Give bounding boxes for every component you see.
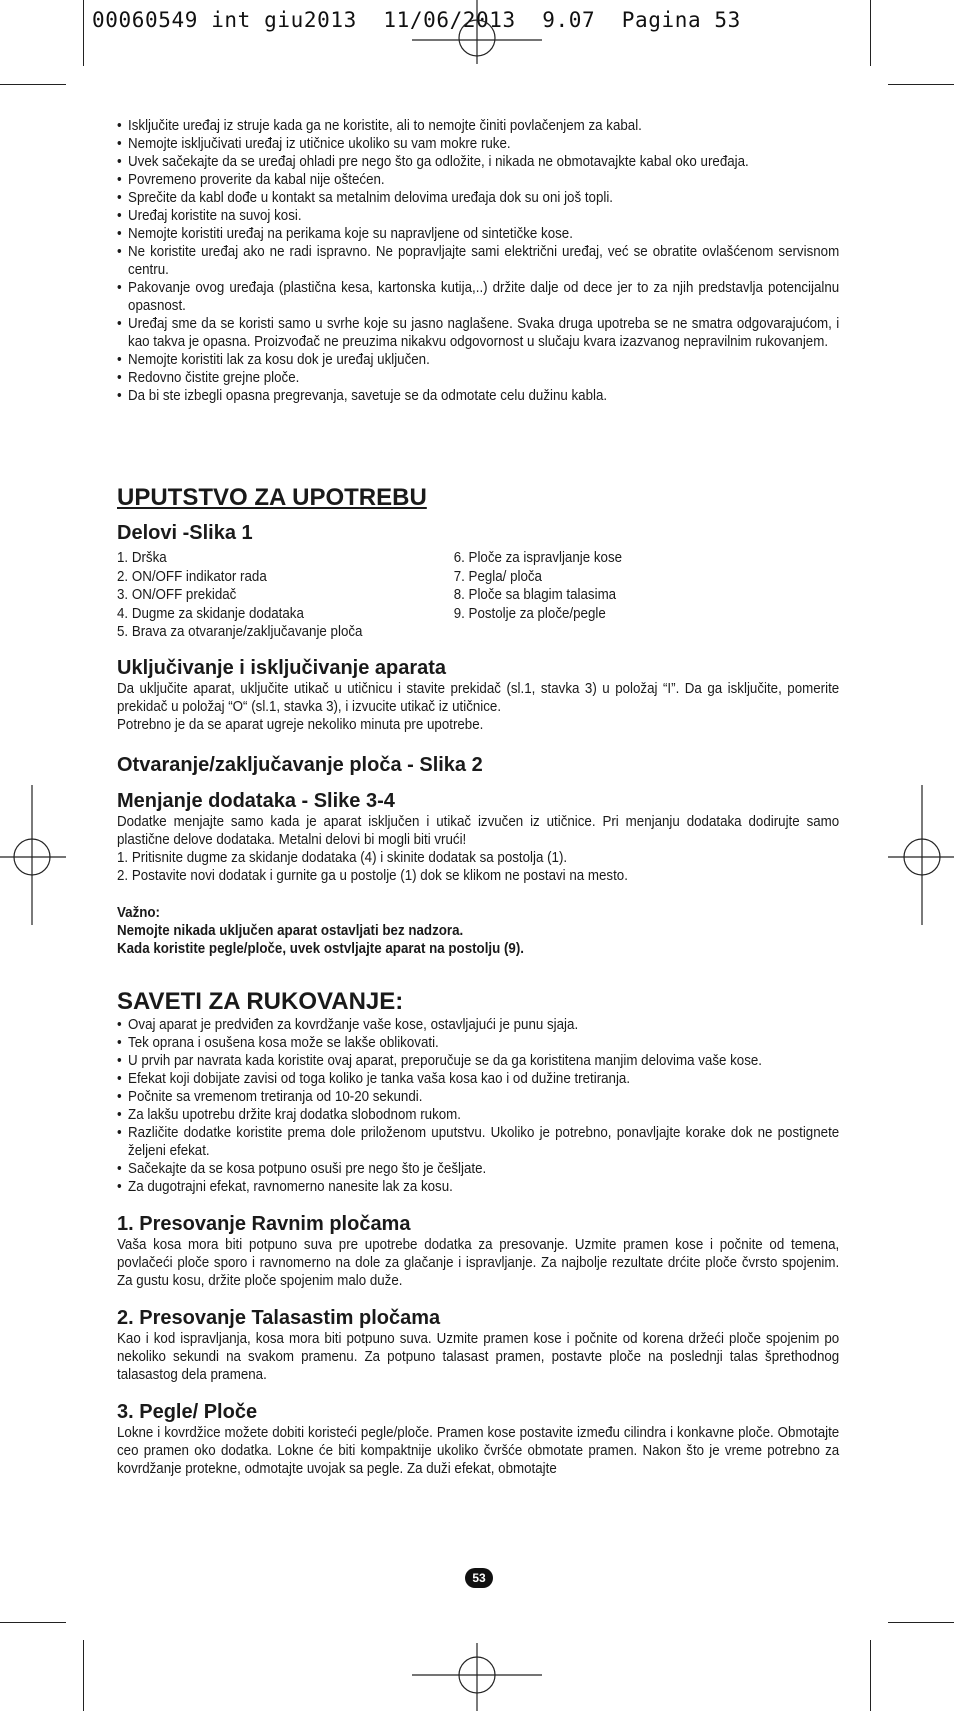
safety-bullet-list	[117, 117, 839, 451]
list-item: • Pakovanje ovog uređaja (plastična kesa, kartonska kutija,..) držite dalje od dece jer to za njih predstavlja potencijalnu opasnost.	[117, 279, 839, 315]
lock-heading: Otvaranje/zaključavanje ploča - Slika 2	[117, 753, 483, 776]
list-item: 9. Postolje za ploče/pegle	[453, 605, 606, 622]
crop-mark	[870, 0, 871, 66]
change-text	[117, 813, 839, 885]
crop-mark	[888, 1622, 954, 1623]
list-item: • Ovaj aparat je predviđen za kovrdžanje vaše kose, ostavljajući je punu sjaja.	[117, 1016, 839, 1034]
list-item: • Povremeno proverite da kabal nije oštećen.	[117, 171, 839, 189]
onoff-text	[117, 680, 839, 734]
list-item: 5. Brava za otvaranje/zaključavanje ploča	[117, 624, 363, 640]
list-item: • Sačekajte da se kosa potpuno osuši pre nego što je češljate.	[117, 1160, 839, 1178]
parts-right-column	[454, 549, 791, 642]
list-item: • Redovno čistite grejne ploče.	[117, 369, 839, 387]
list-item: 1. Drška	[117, 550, 167, 566]
registration-mark-top	[402, 0, 552, 64]
list-item: • Sprečite da kabl dođe u kontakt sa metalnim delovima uređaja dok su oni još topli.	[117, 189, 839, 207]
page-content	[117, 117, 839, 1478]
list-item: • Uređaj sme da se koristi samo u svrhe koje su jasno naglašene. Svaka druga upotreba se ne smatra odgovarajućom, i kao takva je opasna. Proizvođač ne preuzima nikakvu odgovornost u slučaju kvara izazvanog nepravilnim rukovanjem.	[117, 315, 839, 351]
paragraph: Nemojte nikada uključen aparat ostavljati bez nadzora.	[117, 922, 464, 939]
list-item: • Počnite sa vremenom tretiranja od 10-20 sekundi.	[117, 1088, 839, 1106]
registration-mark-right	[888, 785, 954, 925]
list-item: 3. ON/OFF prekidač	[117, 587, 237, 603]
list-item: • U prvih par navrata kada koristite ovaj aparat, preporučuje se da ga koristitena manjim delovima vaše kose.	[117, 1052, 839, 1070]
curling-plates-text: Lokne i kovrdžice možete dobiti koristeći pegle/ploče. Pramen kose postavite između cilindra i konkavne ploče. Obmotajte ceo pramen oko dodatka. Lokne će biti kompaktnije ukoliko čvršće obmotate pramen. Nakon što je vreme potrebno za kovrdžanje protekne, odmotajte uvojak sa pegle. Za duži efekat, obmotajte	[117, 1424, 840, 1477]
important-label: Važno:	[117, 904, 160, 921]
crop-mark	[83, 0, 84, 66]
list-item: 4. Dugme za skidanje dodataka	[117, 605, 304, 622]
list-item: • Za dugotrajni efekat, ravnomerno nanesite lak za kosu.	[117, 1178, 839, 1196]
flat-plates-text: Vaša kosa mora biti potpuno suva pre upotrebe dodatka za presovanje. Uzmite pramen kose i počnite od temena, povlačeći ploče sporo i ravnomerno na dole za glačanje i ispravljanje. Za najbolje rezultate drćite ploče čvrsto spojenim. Za gustu kosu, držite ploče spojenim malo duže.	[117, 1236, 840, 1289]
list-item: • Efekat koji dobijate zavisi od toga koliko je tanka vaša kosa kao i od dužine tretiranja.	[117, 1070, 839, 1088]
step: 2. Postavite novi dodatak i gurnite ga u postolje (1) dok se klikom ne postavi na mesto.	[117, 867, 628, 884]
paragraph: Potrebno je da se aparat ugreje nekoliko minuta pre upotrebe.	[117, 716, 484, 733]
important-note	[117, 904, 839, 958]
list-item: 7. Pegla/ ploča	[453, 568, 542, 585]
page-number-badge: 53	[465, 1568, 493, 1588]
tips-bullet-list	[117, 1016, 839, 1196]
list-item: • Uređaj koristite na suvoj kosi.	[117, 207, 839, 225]
list-item: • Nemojte koristiti lak za kosu dok je uređaj uključen.	[117, 351, 839, 369]
list-item: • Isključite uređaj iz struje kada ga ne koristite, ali to nemojte činiti povlačenjem za kabal.	[117, 117, 839, 135]
crop-mark	[870, 1640, 871, 1711]
list-item: • Tek oprana i osušena kosa može se lakše oblikovati.	[117, 1034, 839, 1052]
crop-mark	[0, 1622, 66, 1623]
parts-left-column	[117, 549, 454, 642]
section-title-tips: SAVETI ZA RUKOVANJE:	[117, 987, 404, 1015]
list-item: • Nemojte koristiti uređaj na perikama koje su napravljene od sintetičke kose.	[117, 225, 839, 243]
registration-mark-left	[0, 785, 66, 925]
paragraph: Dodatke menjajte samo kada je aparat isključen i utikač izvučen iz utičnice. Pri menjanju dodataka dodirujte samo plastične delove dodataka. Metalni delovi bi mogli biti vrući!	[117, 813, 840, 848]
list-item: • Različite dodatke koristite prema dole priloženom uputstvu. Ukoliko je potrebno, ponavljajte korake dok ne postignete željeni efekat.	[117, 1124, 839, 1160]
change-heading: Menjanje dodataka - Slike 3-4	[117, 789, 395, 812]
list-item: 8. Ploče sa blagim talasima	[453, 587, 617, 603]
list-item: • Nemojte isključivati uređaj iz utičnice ukoliko su vam mokre ruke.	[117, 135, 839, 153]
wave-plates-text: Kao i kod ispravljanja, kosa mora biti potpuno suva. Uzmite pramen kose i počnite od korena držeći ploče spojenim po nekoliko sekundi na svakom pramenu. Za potpuno talasast pramen, postavte ploče na poslednji talas šprethodnog talasastog dela pramena.	[117, 1330, 840, 1383]
paragraph: Kada koristite pegle/ploče, uvek ostvljajte aparat na postolju (9).	[117, 940, 524, 957]
list-item: 2. ON/OFF indikator rada	[117, 568, 267, 585]
print-slug: 00060549 int giu2013 11/06/2013 9.07 Pagina 53	[92, 8, 741, 32]
list-item: • Ne koristite uređaj ako ne radi ispravno. Ne popravljajte sami električni uređaj, već se obratite ovlašćenom servisnom centru.	[117, 243, 839, 279]
flat-plates-heading: 1. Presovanje Ravnim pločama	[117, 1212, 411, 1235]
step: 1. Pritisnite dugme za skidanje dodataka (4) i skinite dodatak sa postolja (1).	[117, 849, 568, 866]
list-item: • Uvek sačekajte da se uređaj ohladi pre nego što ga odložite, i nikada ne obmotavajkte kabal oko uređaja.	[117, 153, 839, 171]
wave-plates-heading: 2. Presovanje Talasastim pločama	[117, 1306, 441, 1329]
registration-mark-bottom	[402, 1643, 552, 1711]
parts-list	[117, 549, 839, 642]
crop-mark	[83, 1640, 84, 1711]
list-item: 6. Ploče za ispravljanje kose	[453, 550, 623, 566]
crop-mark	[0, 84, 66, 85]
list-item: • Da bi ste izbegli opasna pregrevanja, savetuje se da odmotate celu dužinu kabla.	[117, 387, 839, 405]
section-title-usage: UPUTSTVO ZA UPOTREBU	[117, 484, 427, 511]
onoff-heading: Uključivanje i isključivanje aparata	[117, 656, 447, 679]
paragraph: Da uključite aparat, uključite utikač u utičnicu i stavite prekidač (sl.1, stavka 3) u položaj “I”. Da ga isključite, pomerite prekidač u položaj “O“ (sl.1, stavka 3), i izvucite utikač iz utičnice.	[117, 680, 840, 715]
crop-mark	[888, 84, 954, 85]
curling-plates-heading: 3. Pegle/ Ploče	[117, 1400, 258, 1423]
list-item: • Za lakšu upotrebu držite kraj dodatka slobodnom rukom.	[117, 1106, 839, 1124]
parts-heading: Delovi -Slika 1	[117, 522, 253, 544]
